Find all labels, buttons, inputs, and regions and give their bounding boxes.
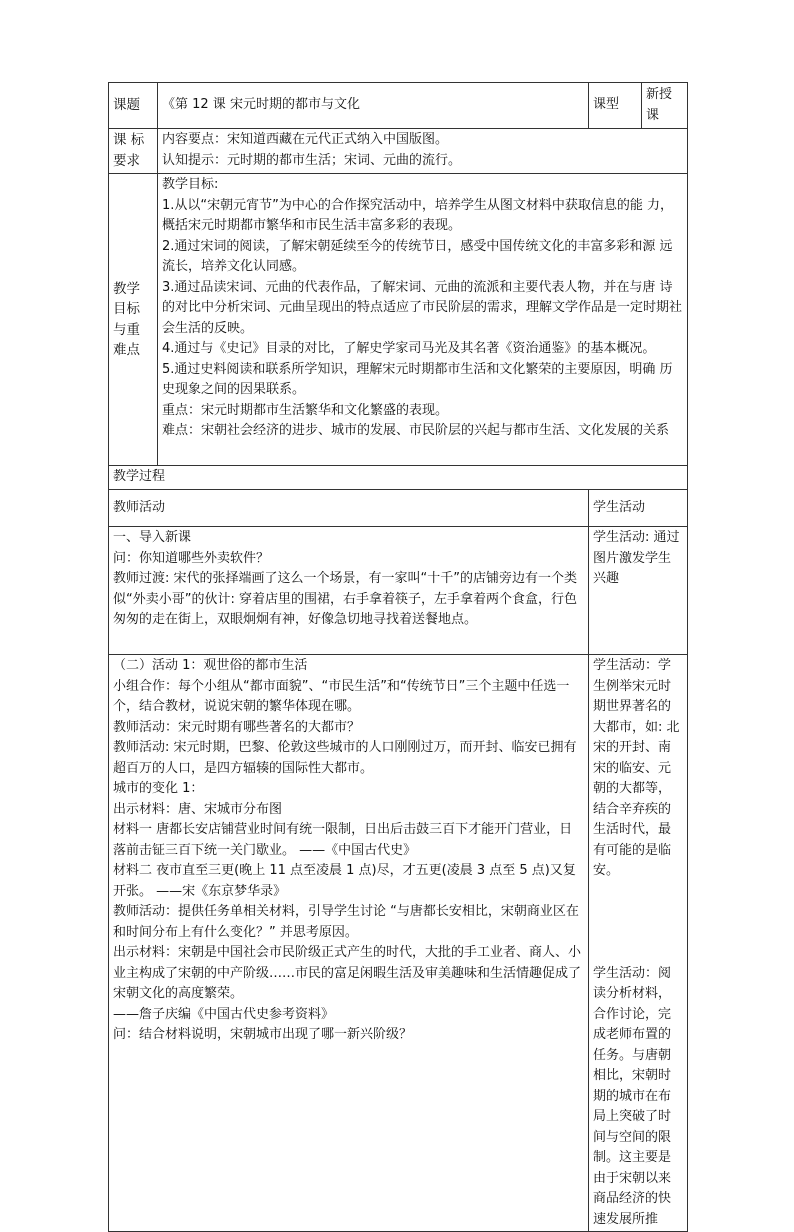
standard-label-line: 要求 — [113, 152, 140, 169]
standard-row — [109, 129, 688, 174]
section2-teacher — [109, 655, 589, 1232]
section2-student — [589, 655, 688, 1232]
source-material: 出示材料：宋朝是中国社会市民阶级正式产生的时代，大批的手工业者、商人、小业主构成了宋朝的中产阶级……市民的富足闲暇生活及审美趣味和生活情趣促成了宋朝文化的高度繁荣。 — [113, 945, 582, 1001]
standard-line: 认知提示：元时期的都市生活；宋词、元曲的流行。 — [162, 152, 462, 168]
process-header-row — [109, 490, 688, 527]
title-row — [109, 83, 688, 129]
section2-row — [109, 655, 688, 1232]
student-activity-header: 学生活动 — [589, 490, 688, 527]
source-citation: ——詹子庆编《中国古代史参考资料》 — [113, 1006, 335, 1022]
teacher-text: 教师过渡: 宋代的张择端画了这么一个场景，有一家叫“十千”的店铺旁边有一个类似“外卖小哥”的伙计: 穿着店里的围裙，右手拿着筷子，左手拿着两个食盒，行色匆匆的走在街上，双眼炯炯有神，好像急切地寻找着送餐地点。 — [113, 571, 577, 627]
teacher-text: 问：你知道哪些外卖软件？ — [113, 550, 270, 566]
section1-row — [109, 527, 688, 655]
teacher-text: 城市的变化 1： — [113, 781, 204, 796]
objective-item: 2.通过宋词的阅读，了解宋朝延续至今的传统节日，感受中国传统文化的丰富多彩和源 远流长，培养文化认同感。 — [162, 238, 673, 274]
standard-line: 内容要点：宋知道西藏在元代正式纳入中国版图。 — [162, 132, 449, 147]
student-spacer — [593, 882, 683, 964]
objective-heading: 教学目标: — [162, 177, 219, 192]
teacher-question: 问：结合材料说明，宋朝城市出现了哪一新兴阶级？ — [113, 1027, 413, 1042]
process-title-row — [109, 466, 688, 490]
student-text: 学生活动: 通过图片激发学生兴趣 — [593, 530, 680, 586]
source-material: 材料一 唐都长安店铺营业时间有统一限制，日出后击鼓三百下才能开门营业，日落前击钲三百下统一关门歇业。 ——《中国古代史》 — [113, 822, 573, 858]
teacher-text: 小组合作：每个小组从“都市面貌”、“市民生活”和“传统节日”三个主题中任选一个，结合教材，说说宋朝的繁华体现在哪。 — [113, 678, 570, 714]
section-heading: 一、导入新课 — [113, 530, 192, 545]
lesson-plan-table — [108, 82, 688, 1232]
lesson-title: 《第 12 课 宋元时期的都市与文化 — [158, 83, 589, 129]
section-heading: （二）活动 1：观世俗的都市生活 — [113, 658, 308, 673]
type-label: 课型 — [589, 83, 642, 129]
objective-item: 4.通过与《史记》目录的对比，了解史学家司马光及其名著《资治通鉴》的基本概况。 — [162, 341, 656, 356]
student-text: 学生活动：阅读分析材料，合作讨论，完成老师布置的任务。与唐朝相比，宋朝时期的城市在布局上突破了时间与空间的限制。这主要是由于宋朝以来商品经济的快速发展所推 — [593, 965, 672, 1227]
objectives-label-line: 目标 — [113, 301, 140, 317]
standard-label — [109, 129, 158, 174]
standard-content — [158, 129, 688, 174]
title-label: 课题 — [109, 83, 158, 129]
objectives-label-line: 教学 — [113, 280, 140, 297]
objectives-label-line: 难点 — [113, 342, 140, 358]
difficult-point: 难点：宋朝社会经济的进步、城市的发展、市民阶层的兴起与都市生活、文化发展的关系 — [162, 423, 670, 438]
objectives-content — [158, 174, 688, 466]
objectives-row — [109, 174, 688, 466]
teacher-activity-header: 教师活动 — [109, 490, 589, 527]
objectives-label — [109, 174, 158, 466]
teacher-text: 出示材料：唐、宋城市分布图 — [113, 801, 283, 817]
key-point: 重点：宋元时期都市生活繁华和文化繁盛的表现。 — [162, 402, 449, 418]
type-value: 新授课 — [642, 83, 688, 129]
student-text: 学生活动：学生例举宋元时期世界著名的大都市，如: 北宋的开封、南宋的临安、元朝的大都等，结合辛弃疾的生活时代，最有可能的是临安。 — [593, 658, 680, 878]
objectives-label-line: 与重 — [113, 321, 140, 338]
source-material: 材料二 夜市直至三更(晚上 11 点至凌晨 1 点)尽，才五更(凌晨 3 点至 5 点)又复开张。 ——宋《东京梦华录》 — [113, 863, 576, 899]
process-title: 教学过程 — [109, 466, 688, 490]
teacher-text: 教师活动：提供任务单相关材料，引导学生讨论 “与唐都长安相比，宋朝商业区在和时间分布上有什么变化？” 并思考原因。 — [113, 904, 579, 940]
standard-label-line: 课 标 — [113, 132, 145, 148]
objective-item: 5.通过史料阅读和联系所学知识，理解宋元时期都市生活和文化繁荣的主要原因，明确 历史现象之间的因果联系。 — [162, 361, 673, 397]
objective-item: 1.从以“宋朝元宵节”为中心的合作探究活动中，培养学生从图文材料中获取信息的能 力，概括宋元时期都市繁华和市民生活丰富多彩的表现。 — [162, 197, 674, 233]
section1-student — [589, 527, 688, 655]
section1-teacher — [109, 527, 589, 655]
objective-item: 3.通过品读宋词、元曲的代表作品，了解宋词、元曲的流派和主要代表人物，并在与唐 诗的对比中分析宋词、元曲呈现出的特点适应了市民阶层的需求，理解文学作品是一定时期社会生活的反映。 — [162, 279, 683, 336]
teacher-text: 教师活动: 宋元时期，巴黎、伦敦这些城市的人口刚刚过万，而开封、临安已拥有超百万的人口，是四方辐辏的国际性大都市。 — [113, 740, 577, 776]
teacher-text: 教师活动：宋元时期有哪些著名的大都市？ — [113, 719, 361, 735]
